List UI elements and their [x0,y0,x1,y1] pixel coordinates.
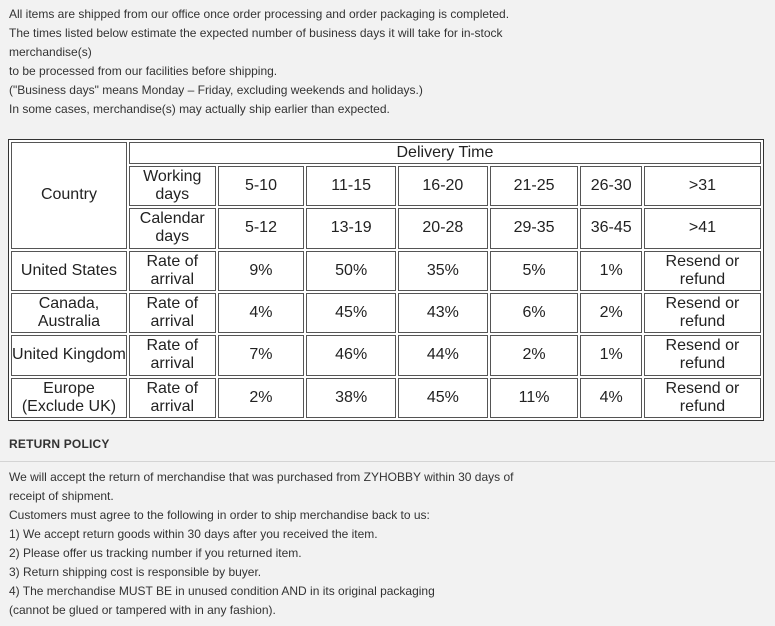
working-range: 21-25 [490,166,579,206]
rate-cell: 45% [398,378,488,418]
table-row [11,335,761,375]
intro-line: In some cases, merchandise(s) may actually ship earlier than expected. [9,102,390,116]
rate-cell: 38% [306,378,396,418]
policy-line: Customers must agree to the following in order to ship merchandise back to us: [9,508,430,522]
rate-cell: 2% [490,335,579,375]
rate-cell: Resend or refund [644,335,761,375]
rate-cell: 44% [398,335,488,375]
metric-cell: Rate of arrival [129,293,216,333]
intro-line: All items are shipped from our office once order processing and order packaging is completed. [9,7,510,21]
rate-cell: 4% [580,378,641,418]
delivery-table [8,139,764,421]
intro-line: ("Business days" means Monday – Friday, excluding weekends and holidays.) [9,83,423,97]
rate-cell: 2% [218,378,305,418]
country-cell: United Kingdom [11,335,127,375]
rate-cell: 7% [218,335,305,375]
rate-cell: 50% [306,251,396,291]
return-policy-text [9,468,513,620]
table-row [11,378,761,418]
shipping-intro [9,5,509,119]
rate-cell: 2% [580,293,641,333]
policy-line: receipt of shipment. [9,489,114,503]
delivery-time-header: Delivery Time [129,142,761,164]
rate-cell: 5% [490,251,579,291]
country-cell: Canada, Australia [11,293,127,333]
policy-line: (cannot be glued or tampered with in any fashion). [9,603,276,617]
policy-line: 1) We accept return goods within 30 days after you received the item. [9,527,378,541]
calendar-range: 20-28 [398,208,488,248]
policy-line: 3) Return shipping cost is responsible by buyer. [9,565,262,579]
rate-cell: Resend or refund [644,293,761,333]
intro-line: to be processed from our facilities before shipping. [9,64,278,78]
table-row [11,293,761,333]
country-cell: United States [11,251,127,291]
rate-cell: 1% [580,251,641,291]
calendar-range: 36-45 [580,208,641,248]
working-range: 16-20 [398,166,488,206]
rate-cell: 35% [398,251,488,291]
rate-cell: 1% [580,335,641,375]
working-range: 11-15 [306,166,396,206]
calendar-days-label: Calendar days [129,208,216,248]
calendar-range: 13-19 [306,208,396,248]
policy-line: We will accept the return of merchandise that was purchased from ZYHOBBY within 30 days of [9,470,514,484]
rate-cell: Resend or refund [644,378,761,418]
rate-cell: 4% [218,293,305,333]
working-days-label: Working days [129,166,216,206]
metric-cell: Rate of arrival [129,335,216,375]
working-range: 26-30 [580,166,641,206]
table-row [11,251,761,291]
rate-cell: Resend or refund [644,251,761,291]
country-cell: Europe (Exclude UK) [11,378,127,418]
calendar-range: 5-12 [218,208,305,248]
calendar-range: >41 [644,208,761,248]
metric-cell: Rate of arrival [129,378,216,418]
intro-line: merchandise(s) [9,45,92,59]
return-policy-title: RETURN POLICY [9,437,110,451]
rate-cell: 11% [490,378,579,418]
policy-line: 4) The merchandise MUST BE in unused condition AND in its original packaging [9,584,435,598]
rate-cell: 9% [218,251,305,291]
working-range: 5-10 [218,166,305,206]
rate-cell: 45% [306,293,396,333]
section-divider [0,461,775,462]
rate-cell: 43% [398,293,488,333]
policy-line: 2) Please offer us tracking number if you returned item. [9,546,302,560]
country-header: Country [11,142,127,249]
calendar-range: 29-35 [490,208,579,248]
metric-cell: Rate of arrival [129,251,216,291]
intro-line: The times listed below estimate the expected number of business days it will take for in-stock [9,26,503,40]
rate-cell: 46% [306,335,396,375]
working-range: >31 [644,166,761,206]
rate-cell: 6% [490,293,579,333]
